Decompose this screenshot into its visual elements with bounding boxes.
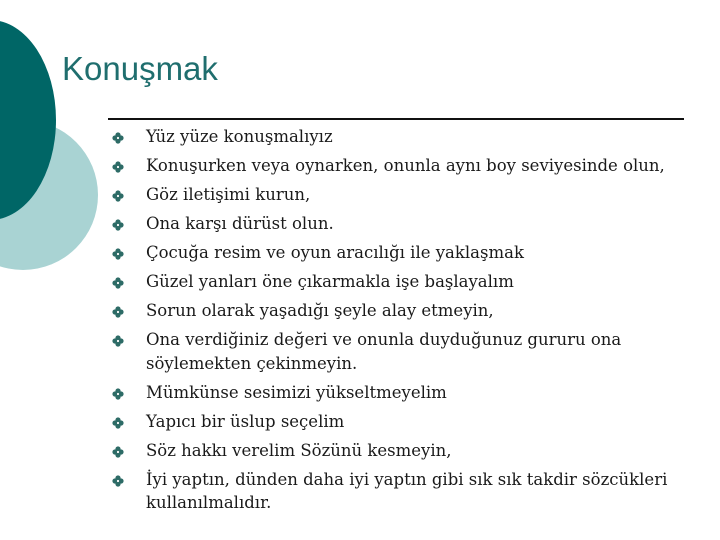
diamond-clover-bullet-icon (112, 248, 124, 260)
list-item (112, 468, 682, 515)
list-item (112, 299, 682, 323)
list-item-text: Mümkünse sesimizi yükseltmeyelim (146, 382, 447, 402)
diamond-clover-bullet-icon (112, 446, 124, 458)
list-item-text: Ona verdiğiniz değeri ve onunla duyduğunuz gururu ona söylemekten çekinmeyin. (146, 330, 622, 373)
list-item-text: Yüz yüze konuşmalıyız (146, 127, 333, 146)
diamond-clover-bullet-icon (112, 190, 124, 202)
list-item-text: İyi yaptın, dünden daha iyi yaptın gibi sık sık takdir sözcükleri kullanılmalıdır. (146, 469, 668, 512)
title-divider (108, 118, 684, 120)
list-item (112, 241, 682, 265)
list-item-text: Söz hakkı verelim Sözünü kesmeyin, (146, 440, 452, 460)
diamond-clover-bullet-icon (112, 306, 124, 318)
diamond-clover-bullet-icon (112, 219, 124, 231)
list-item (112, 125, 682, 149)
list-item-text: Çocuğa resim ve oyun aracılığı ile yaklaşmak (146, 243, 524, 262)
diamond-clover-bullet-icon (112, 417, 124, 429)
diamond-clover-bullet-icon (112, 161, 124, 173)
list-item (112, 270, 682, 294)
list-item-text: Sorun olarak yaşadığı şeyle alay etmeyin, (146, 301, 494, 320)
diamond-clover-bullet-icon (112, 475, 124, 487)
list-item (112, 212, 682, 236)
list-item (112, 439, 682, 463)
list-item-text: Güzel yanları öne çıkarmakla işe başlayalım (146, 272, 514, 291)
slide-title: Konuşmak (62, 50, 218, 87)
list-item (112, 328, 682, 375)
bullet-list (112, 125, 682, 520)
list-item-text: Yapıcı bir üslup seçelim (146, 411, 345, 431)
list-item (112, 183, 682, 207)
diamond-clover-bullet-icon (112, 132, 124, 144)
list-item (112, 381, 682, 405)
diamond-clover-bullet-icon (112, 335, 124, 347)
list-item (112, 154, 682, 178)
list-item (112, 410, 682, 434)
diamond-clover-bullet-icon (112, 388, 124, 400)
list-item-text: Ona karşı dürüst olun. (146, 214, 334, 233)
list-item-text: Göz iletişimi kurun, (146, 185, 311, 204)
list-item-text: Konuşurken veya oynarken, onunla aynı boy seviyesinde olun, (146, 156, 665, 175)
diamond-clover-bullet-icon (112, 277, 124, 289)
